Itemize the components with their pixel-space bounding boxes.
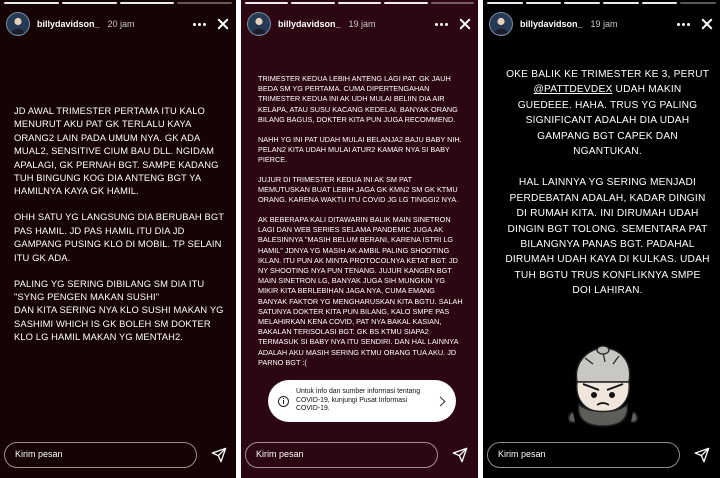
info-icon — [278, 396, 289, 407]
reply-input[interactable] — [4, 442, 197, 468]
avatar[interactable] — [489, 12, 513, 36]
progress-segment — [338, 2, 381, 4]
story-paragraph: JUJUR DI TRIMESTER KEDUA INI AK SM PAT MEMUTUSKAN BUAT LEBIH JAGA GK KMN2 SM GK KTMU ORANG. KARENA WAKTU ITU COVID JG LG TINGGI2 NYA. — [258, 174, 459, 205]
send-icon[interactable] — [452, 447, 468, 463]
story-paragraph — [505, 67, 710, 159]
paragraph-text: OKE BALIK KE TRIMESTER KE 3, PERUT — [506, 69, 709, 80]
story-panel-3[interactable] — [483, 0, 720, 478]
progress-segment — [291, 2, 334, 4]
reply-input[interactable] — [245, 442, 438, 468]
story-paragraph: JD AWAL TRIMESTER PERTAMA ITU KALO MENURUT AKU PAT GK TERLALU KAYA ORANG2 LAIN PADA UMUM NYA. GK ADA MUAL2, SENSITIVE CIUM BAU DLL. NGIDAM APALAGI, GK PERNAH BGT. SAMPE KADANG TUH BINGUNG KOG DIA ANTENG BGT YA HAMILNYA KAYA GK HAMIL. — [14, 105, 219, 197]
more-options-icon[interactable] — [193, 23, 206, 26]
avatar[interactable] — [6, 12, 30, 36]
progress-segment — [526, 2, 562, 4]
close-icon[interactable] — [458, 17, 472, 31]
avatar[interactable] — [247, 12, 271, 36]
progress-bars — [4, 2, 232, 5]
username[interactable]: billydavidson_ — [278, 19, 341, 29]
story-text — [505, 67, 710, 315]
covid-info-card[interactable] — [268, 380, 456, 422]
sticker-character[interactable] — [563, 342, 643, 430]
story-header — [489, 9, 714, 39]
close-icon[interactable] — [216, 17, 230, 31]
progress-segment — [120, 2, 175, 4]
story-paragraph: OHH SATU YG LANGSUNG DIA BERUBAH BGT PAS HAMIL. JD PAS HAMIL ITU DIA JD GAMPANG PUSING KLO DI MOBIL. TP SELAIN ITU GK ADA. — [14, 211, 224, 263]
chevron-right-icon — [436, 396, 446, 406]
progress-segment — [245, 2, 288, 4]
reply-input[interactable] — [487, 442, 680, 468]
progress-segment — [4, 2, 59, 4]
more-options-icon[interactable] — [677, 23, 690, 26]
story-paragraph: AK BEBERAPA KALI DITAWARIN BALIK MAIN SINETRON LAGI DAN WEB SERIES SELAMA PANDEMIC JUGA AK BALESINNYA "MASIH BELUM BERANI, KARENA ISTRI LG HAMIL" JDNYA YG MASIH AK AMBIL PALING SHOOTING IKLAN. ITU PUN AK MINTA PROTOCOLNYA KETAT BGT. JD NY SHOOTING NYA PUN TENANG. JUJUR KANGEN BGT MAIN SINETRON LG, BANYAK JUGA SIH MUNGKIN YG MIKIR KITA BERLEBIHAN JAGA NYA, CUMA EMANG BANYAK FAKTOR YG MENGHARUSKAN KITA BGTU. SALAH SATUNYA DOKTER KITA PUN BILANG, KALO SMPE PAS MELAHIRKAN KENA COVID, PAT NYA BAKAL KASIAN, BAKALAN TERISOLASI BGT. GK BS KTMU SIAPA2 TERMASUK SI BABY NYA ITU SENDIRI. DAN HAL LAINNYA ADALAH AKU MASIH SERING KTMU ORANG TUA AKU. JD PARNO BGT :( — [258, 215, 463, 367]
progress-segment — [62, 2, 117, 4]
story-panel-2[interactable] — [241, 0, 478, 478]
reply-placeholder: Kirim pesan — [15, 449, 63, 459]
story-paragraph: HAL LAINNYA YG SERING MENJADI PERDEBATAN ADALAH, KADAR DINGIN DI RUMAH KITA. INI DIRUMAH UDAH DINGIN BGT TOLONG. SEMENTARA PAT BILANGNYA PANAS BGT. PADAHAL DIRUMAH UDAH KAYA DI KULKAS. UDAH TUH BGTU TRUS KONFLIKNYA SMPE DOI LAHIRAN. — [505, 177, 710, 297]
progress-bars — [487, 2, 716, 5]
progress-segment — [642, 2, 678, 4]
progress-segment — [384, 2, 427, 4]
reply-placeholder: Kirim pesan — [256, 449, 304, 459]
story-paragraph: TRIMESTER KEDUA LEBIH ANTENG LAGI PAT. GK JAUH BEDA SM YG PERTAMA. CUMA DIPERTENGAHAN TRIMESTER KEDUA INI AK UDH MULAI BELIIN DIA AIR KELAPA, ATAU SUSU KACANG KEDELAI. BANYAK ORANG BILANG BAGUS, DOKTER KITA PUN JUGA RECOMMEND. — [258, 74, 458, 124]
mention-link[interactable]: @PATTDEVDEX — [533, 84, 613, 96]
send-icon[interactable] — [694, 447, 710, 463]
more-options-icon[interactable] — [435, 23, 448, 26]
story-panel-1[interactable] — [0, 0, 236, 478]
progress-bars — [245, 2, 474, 5]
post-time: 19 jam — [348, 19, 376, 29]
progress-segment — [487, 2, 523, 4]
username[interactable]: billydavidson_ — [520, 19, 583, 29]
story-text — [258, 74, 464, 378]
progress-segment — [431, 2, 474, 4]
paragraph-text: UDAH MAKIN GUEDEEE. HAHA. TRUS YG PALING SIGNIFICANT ADALAH DIA UDAH GAMPANG BGT CAPEK DAN NGANTUKAN. — [517, 84, 698, 158]
progress-segment — [603, 2, 639, 4]
post-time: 19 jam — [590, 19, 618, 29]
progress-segment — [564, 2, 600, 4]
story-paragraph: PALING YG SERING DIBILANG SM DIA ITU "SYNG PENGEN MAKAN SUSHI" DAN KITA SERING NYA KLO SUSHI MAKAN YG SASHIMI WHICH IS GK BOLEH SM DOKTER KLO LG HAMIL MAKAN YG MENTAH2. — [14, 277, 224, 343]
story-header — [247, 9, 472, 39]
story-header — [6, 9, 230, 39]
username[interactable]: billydavidson_ — [37, 19, 100, 29]
send-icon[interactable] — [211, 447, 227, 463]
story-text — [14, 104, 224, 356]
story-paragraph: NAHH YG INI PAT UDAH MULAI BELANJA2 BAJU BABY NIH. PELAN2 KITA UDAH MULAI ATUR2 KAMAR NYA SI BABY PIERCE. — [258, 134, 462, 165]
post-time: 20 jam — [107, 19, 135, 29]
covid-notice-text: Untuk info dan sumber informasi tentang COVID-19, kunjungi Pusat Informasi COVID-19. — [296, 387, 421, 413]
close-icon[interactable] — [700, 17, 714, 31]
progress-segment — [680, 2, 716, 4]
progress-segment — [177, 2, 232, 4]
reply-placeholder: Kirim pesan — [498, 449, 546, 459]
